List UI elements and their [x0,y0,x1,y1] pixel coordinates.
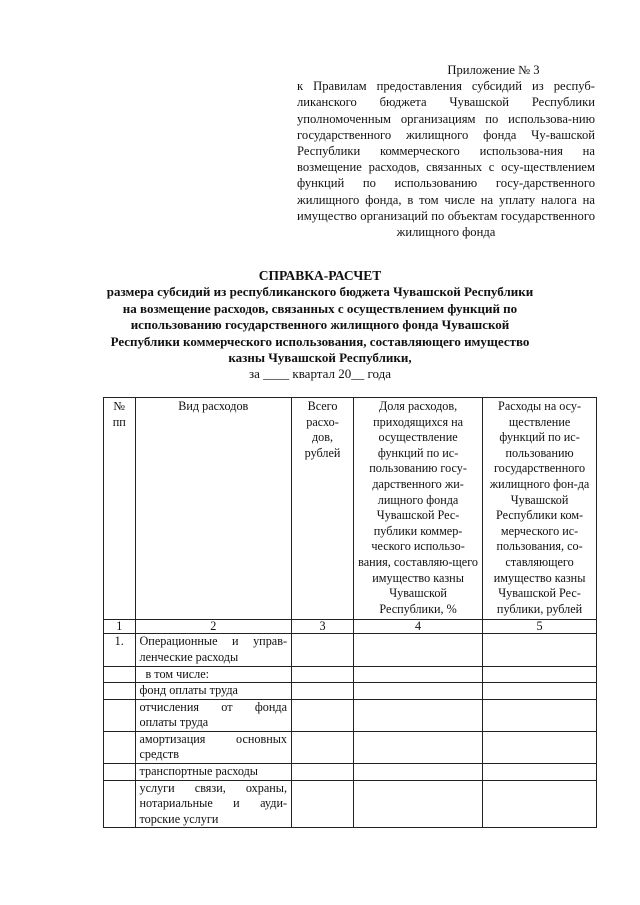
header-total-expenses: Всего расхо-дов, рублей [292,398,354,620]
appendix-text: к Правилам предоставления субсидий из респуб-ликанского бюджета Чувашской Республики уполномоченным организациям по использова-нию государственного жилищного фонда Чу-вашской Республики коммерческого использова-ния на возмещение расходов, связанных с осу-ществлением функций по использованию госу-дарственного жилищного фонда, в том числе на уплату налога на имущество организаций по объектам государственного жилищного фонда [297,79,595,240]
cell-share [354,683,483,700]
cell-total [292,699,354,731]
header-expense-share: Доля расходов, приходящихся на осуществление функций по ис-пользованию госу-дарственного жи-лищного фонда Чувашской Рес-публики коммер-ческого использо-вания, составляю-щего имущество казны Чувашской Республики, % [354,398,483,620]
column-number-row [104,620,597,634]
table-row [104,634,597,666]
table-row [104,683,597,700]
column-number: 4 [354,620,483,634]
cell-amount [483,764,597,781]
cell-total [292,683,354,700]
cell-amount [483,666,597,683]
row-label: фонд оплаты труда [135,683,292,700]
header-expense-type: Вид расходов [135,398,292,620]
cell-amount [483,634,597,666]
cell-amount [483,683,597,700]
table-row [104,699,597,731]
document-subtitle: размера субсидий из республиканского бюджета Чувашской Республики на возмещение расходов, связанных с осуществлением функций по использованию государственного жилищного фонда Чувашской Республики коммерческого использования, составляющего имущество казны Чувашской Республики, [106,284,534,366]
appendix-title: Приложение № 3 [447,63,540,77]
row-label: в том числе: [135,666,292,683]
column-number: 5 [483,620,597,634]
column-number: 2 [135,620,292,634]
row-number [104,683,136,700]
row-label: Операционные и управ-ленческие расходы [135,634,292,666]
column-number: 1 [104,620,136,634]
row-number [104,764,136,781]
cell-share [354,780,483,828]
row-label: амортизация основных средств [135,731,292,763]
cell-amount [483,731,597,763]
report-period: за ____ квартал 20__ года [248,366,392,382]
row-number [104,666,136,683]
table-row [104,731,597,763]
table-header-row [104,398,597,620]
row-number [104,699,136,731]
cell-total [292,634,354,666]
row-number [104,780,136,828]
row-label: отчисления от фонда оплаты труда [135,699,292,731]
document-title: СПРАВКА-РАСЧЕТ [258,268,382,283]
cell-share [354,699,483,731]
header-number: № пп [104,398,136,620]
header-function-expenses: Расходы на осу-ществление функций по ис-пользованию государственного жилищного фон-да Чувашской Республики ком-мерческого ис-пользования, со-ставляющего имущество казны Чувашской Рес-публики, рублей [483,398,597,620]
cell-share [354,666,483,683]
row-number [104,731,136,763]
table-row [104,666,597,683]
row-label: услуги связи, охраны, нотариальные и ауди-торские услуги [135,780,292,828]
cell-total [292,666,354,683]
cell-total [292,780,354,828]
document-heading [100,268,540,383]
table-row [104,780,597,828]
table-row [104,764,597,781]
column-number: 3 [292,620,354,634]
cell-share [354,764,483,781]
cell-total [292,731,354,763]
cell-amount [483,699,597,731]
cell-share [354,731,483,763]
cell-amount [483,780,597,828]
cell-share [354,634,483,666]
row-label: транспортные расходы [135,764,292,781]
cell-total [292,764,354,781]
row-number: 1. [104,634,136,666]
calculation-table [103,397,597,828]
appendix-block [297,62,595,240]
